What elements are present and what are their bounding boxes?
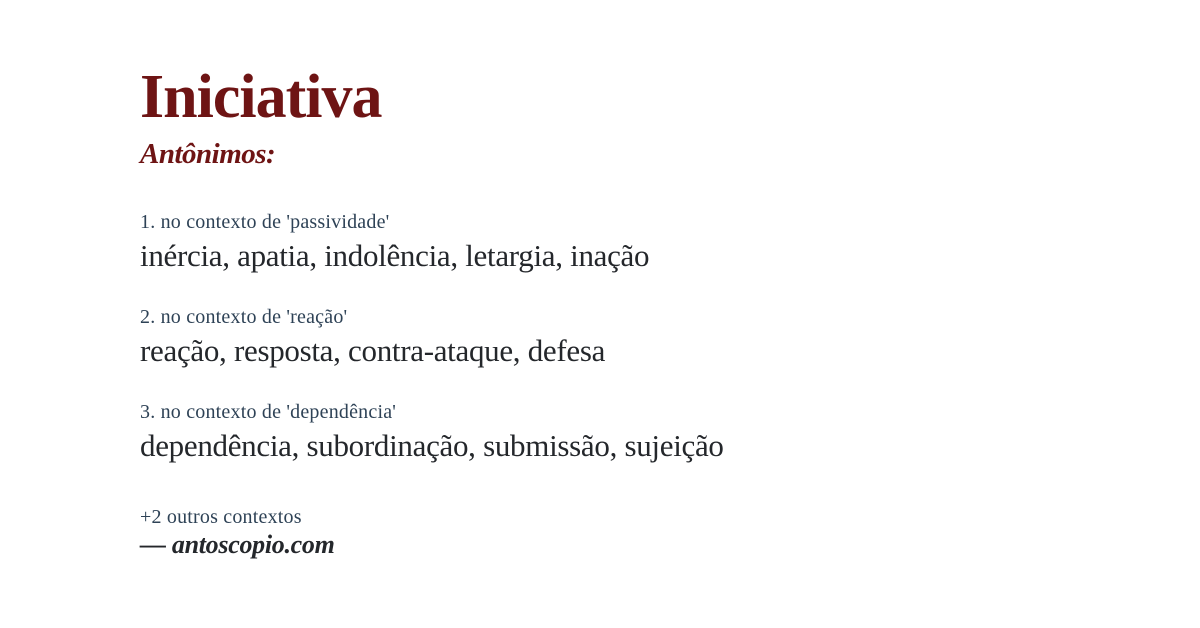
context-list xyxy=(140,211,1140,464)
context-block-2 xyxy=(140,306,1140,369)
context-label: 2. no contexto de 'reação' xyxy=(140,306,348,328)
antonym-list: inércia, apatia, indolência, letargia, inação xyxy=(140,238,650,273)
headword-title: Iniciativa xyxy=(140,63,382,131)
context-block-1 xyxy=(140,211,1140,274)
context-label: 1. no contexto de 'passividade' xyxy=(140,211,390,233)
antonym-list: reação, resposta, contra-ataque, defesa xyxy=(140,333,606,368)
context-label: 3. no contexto de 'dependência' xyxy=(140,401,397,423)
antonyms-heading: Antônimos: xyxy=(140,138,276,170)
context-block-3 xyxy=(140,401,1140,464)
more-contexts-note: +2 outros contextos xyxy=(140,506,302,528)
antonym-list: dependência, subordinação, submissão, sujeição xyxy=(140,428,724,463)
attribution-source: — antoscopio.com xyxy=(140,530,335,559)
